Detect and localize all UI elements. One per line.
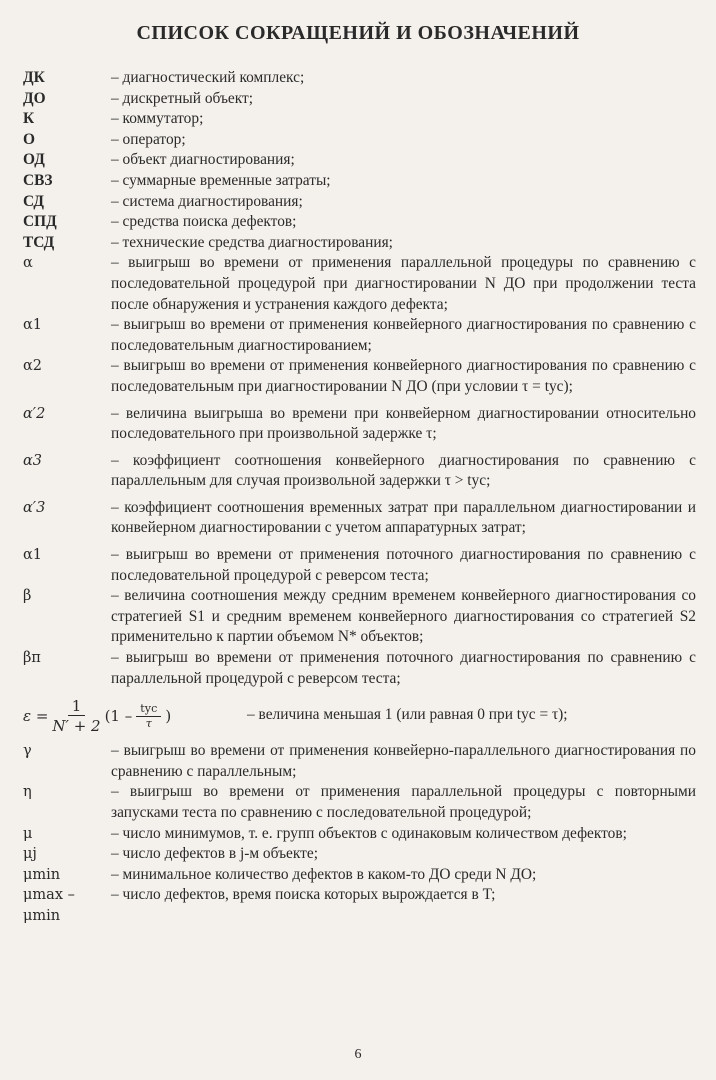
- symbol-definition: – выигрыш во времени от применения конвейерного диагностирования по сравнению с последовательным при диагностировании N ДО (при условии τ = tус);: [111, 357, 696, 395]
- list-item: [23, 782, 696, 823]
- list-item: [23, 130, 696, 151]
- symbol-term: α′2: [23, 405, 46, 422]
- symbol-term: α1: [23, 547, 43, 564]
- list-item: [23, 844, 696, 865]
- symbol-definition: – выигрыш во времени от применения поточного диагностирования по сравнению с последовательной процедурой с реверсом теста;: [111, 546, 696, 584]
- list-item: [23, 315, 696, 356]
- symbol-term: βп: [23, 650, 42, 667]
- list-item: [23, 885, 696, 924]
- abbreviation-term: ДО: [23, 89, 46, 107]
- list-item: [23, 192, 696, 213]
- list-item: [23, 68, 696, 89]
- formula-paren-open: (1 –: [104, 707, 133, 726]
- abbreviation-definition: – система диагностирования;: [111, 192, 303, 210]
- symbol-term: η: [23, 784, 32, 801]
- abbreviation-term: ОД: [23, 151, 45, 169]
- epsilon-formula: [23, 693, 171, 739]
- abbreviation-term: О: [23, 130, 35, 148]
- symbol-definition: – число дефектов, время поиска которых вырождается в T;: [111, 886, 496, 904]
- list-item: [23, 356, 696, 397]
- fraction-denominator: N′ + 2: [52, 716, 101, 735]
- symbol-term: β: [23, 588, 32, 605]
- abbreviation-definition: – объект диагностирования;: [111, 151, 295, 169]
- list-item: [23, 824, 696, 845]
- abbreviation-term: ДК: [23, 69, 45, 86]
- abbreviation-term: К: [23, 110, 35, 128]
- symbol-term: α: [23, 255, 33, 272]
- abbreviation-list: [23, 68, 696, 924]
- list-item: [23, 150, 696, 171]
- symbol-definition: – выигрыш во времени от применения поточного диагностирования по сравнению с параллельной процедурой с реверсом теста;: [111, 649, 696, 687]
- abbreviation-definition: – коммутатор;: [111, 110, 204, 128]
- symbol-term: γ: [23, 743, 32, 760]
- list-item: [23, 404, 696, 445]
- page-title: СПИСОК СОКРАЩЕНИЙ И ОБОЗНАЧЕНИЙ: [136, 22, 580, 44]
- fraction-numerator: 1: [68, 697, 86, 716]
- list-item: [23, 233, 696, 254]
- list-item: [23, 586, 696, 648]
- symbol-definition: – величина выигрыша во времени при конвейерном диагностировании относительно последовательного при произвольной задержке τ;: [111, 404, 696, 443]
- symbol-term: μmax – μmin: [23, 887, 75, 924]
- list-item: [23, 109, 696, 130]
- abbreviation-definition: – средства поиска дефектов;: [111, 213, 297, 231]
- symbol-term: μj: [23, 846, 37, 863]
- symbol-definition: – выигрыш во времени от применения конвейерного диагностирования по сравнению с последовательным диагностированием;: [111, 316, 696, 354]
- list-item: [23, 253, 696, 315]
- formula-definition: – величина меньшая 1 (или равная 0 при tус = τ);: [247, 706, 568, 724]
- symbol-definition: – величина соотношения между средним временем конвейерного диагностирования со стратегией S1 и средним временем конвейерного диагностирования со стратегией S2 применительно к партии объемом N* объектов;: [111, 587, 696, 646]
- symbol-term: α2: [23, 358, 43, 375]
- symbol-definition: – выигрыш во времени от применения параллельной процедуры с повторными запусками теста по сравнению с последовательной процедурой;: [111, 783, 696, 821]
- symbol-definition: – число минимумов, т. е. групп объектов с одинаковым количеством дефектов;: [111, 824, 627, 842]
- symbol-definition: – минимальное количество дефектов в каком-то ДО среди N ДО;: [111, 865, 537, 883]
- symbol-definition: – выигрыш во времени от применения конвейерно-параллельного диагностирования по сравнению с параллельным;: [111, 742, 696, 780]
- list-item: [23, 171, 696, 192]
- list-item: [23, 741, 696, 782]
- list-item: [23, 498, 696, 539]
- list-item: [23, 648, 696, 689]
- abbreviation-term: СПД: [23, 213, 57, 231]
- inner-fraction-numerator: tус: [136, 702, 161, 717]
- formula-lhs: ε =: [23, 707, 49, 726]
- list-item: [23, 212, 696, 233]
- inner-fraction: [136, 702, 161, 731]
- list-item: [23, 865, 696, 886]
- inner-fraction-denominator: τ: [145, 716, 152, 730]
- fraction: [52, 697, 100, 736]
- symbol-term: μ: [23, 825, 33, 842]
- abbreviation-term: СВЗ: [23, 171, 53, 189]
- epsilon-formula-row: [23, 693, 696, 739]
- page-number: 6: [354, 1047, 362, 1062]
- symbol-term: α1: [23, 317, 43, 334]
- abbreviation-term: ТСД: [23, 233, 55, 251]
- symbol-definition: – коэффициент соотношения конвейерного диагностирования по сравнению с параллельным для случая произвольной задержки τ > tус;: [111, 451, 696, 490]
- abbreviation-definition: – диагностический комплекс;: [111, 69, 305, 86]
- abbreviation-definition: – дискретный объект;: [111, 89, 254, 107]
- symbol-definition: – коэффициент соотношения временных затрат при параллельном диагностировании и конвейерном диагностировании с учетом аппаратурных затрат;: [111, 498, 696, 537]
- list-item: [23, 89, 696, 110]
- symbol-definition: – число дефектов в j-м объекте;: [111, 845, 318, 863]
- symbol-definition: – выигрыш во времени от применения параллельной процедуры по сравнению с последовательной процедурой при диагностировании N ДО при продолжении теста после обнаружения и устранения каждого дефекта;: [111, 254, 696, 313]
- abbreviation-definition: – оператор;: [111, 130, 186, 148]
- list-item: [23, 451, 696, 492]
- formula-paren-close: ): [165, 707, 172, 726]
- abbreviation-term: СД: [23, 192, 44, 210]
- list-item: [23, 545, 696, 586]
- abbreviation-definition: – технические средства диагностирования;: [111, 233, 393, 251]
- symbol-term: α′3: [23, 499, 46, 516]
- abbreviation-definition: – суммарные временные затраты;: [111, 171, 331, 189]
- symbol-term: μmin: [23, 866, 61, 883]
- symbol-term: α3: [23, 452, 43, 469]
